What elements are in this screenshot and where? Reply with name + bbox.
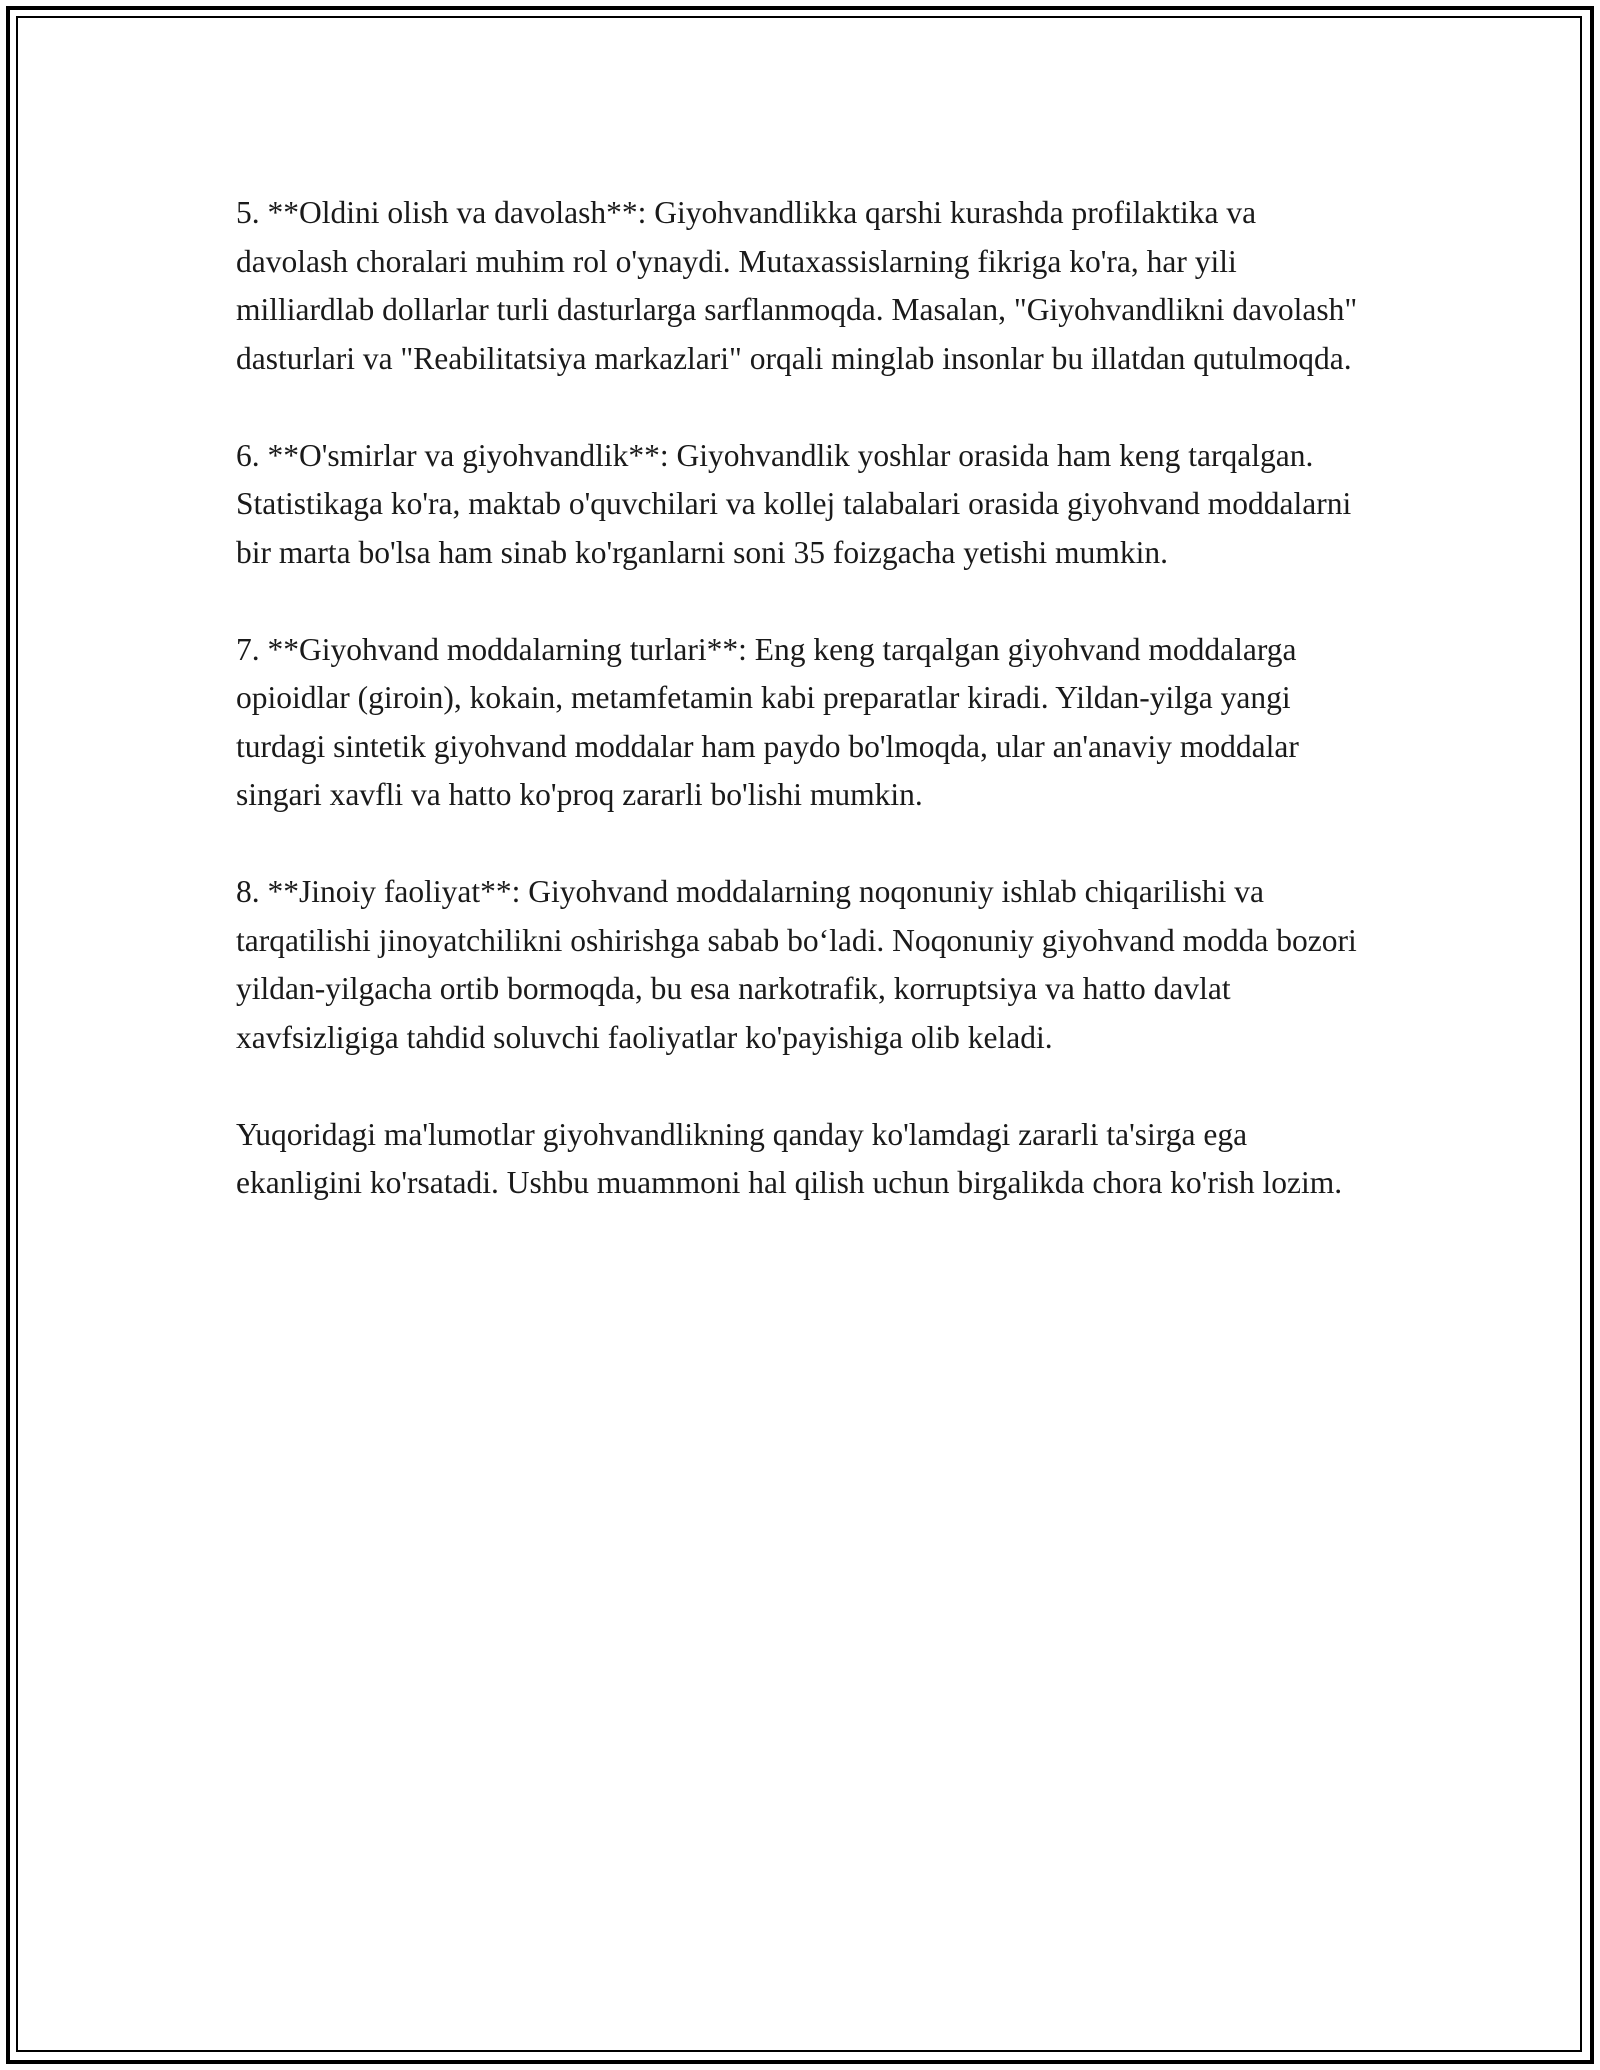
conclusion-paragraph: Yuqoridagi ma'lumotlar giyohvandlikning qanday ko'lamdagi zararli ta'sirga ega ekanligini ko'rsatadi. Ushbu muammoni hal qilish uchun birgalikda chora ko'rish lozim. <box>236 1116 1343 1200</box>
paragraph-item-8: 8. **Jinoiy faoliyat**: Giyohvand moddalarning noqonuniy ishlab chiqarilishi va tarqatilishi jinoyatchilikni oshirishga sabab bo‘ladi. Noqonuniy giyohvand modda bozori yildan-yilgacha ortib bormoqda, bu esa narkotrafik, korruptsiya va hatto davlat xavfsizligiga tahdid soluvchi faoliyatlar ko'payishiga olib keladi. <box>236 874 1357 1055</box>
paragraph-item-7: 7. **Giyohvand moddalarning turlari**: Eng keng tarqalgan giyohvand moddalarga opioidlar (giroin), kokain, metamfetamin kabi preparatlar kiradi. Yildan-yilga yangi turdagi sintetik giyohvand moddalar ham paydo bo'lmoqda, ular an'anaviy moddalar singari xavfli va hatto ko'proq zararli bo'lishi mumkin. <box>236 631 1299 812</box>
paragraph-item-5: 5. **Oldini olish va davolash**: Giyohvandlikka qarshi kurashda profilaktika va davolash choralari muhim rol o'ynaydi. Mutaxassislarning fikriga ko'ra, har yili milliardlab dollarlar turli dasturlarga sarflanmoqda. Masalan, "Giyohvandlikni davolash" dasturlari va "Reabilitatsiya markazlari" orqali minglab insonlar bu illatdan qutulmoqda. <box>236 195 1358 376</box>
document-body <box>236 189 1366 1256</box>
paragraph-item-6: 6. **O'smirlar va giyohvandlik**: Giyohvandlik yoshlar orasida ham keng tarqalgan. Statistikaga ko'ra, maktab o'quvchilari va kollej talabalari orasida giyohvand moddalarni bir marta bo'lsa ham sinab ko'rganlarni soni 35 foizgacha yetishi mumkin. <box>236 437 1352 570</box>
